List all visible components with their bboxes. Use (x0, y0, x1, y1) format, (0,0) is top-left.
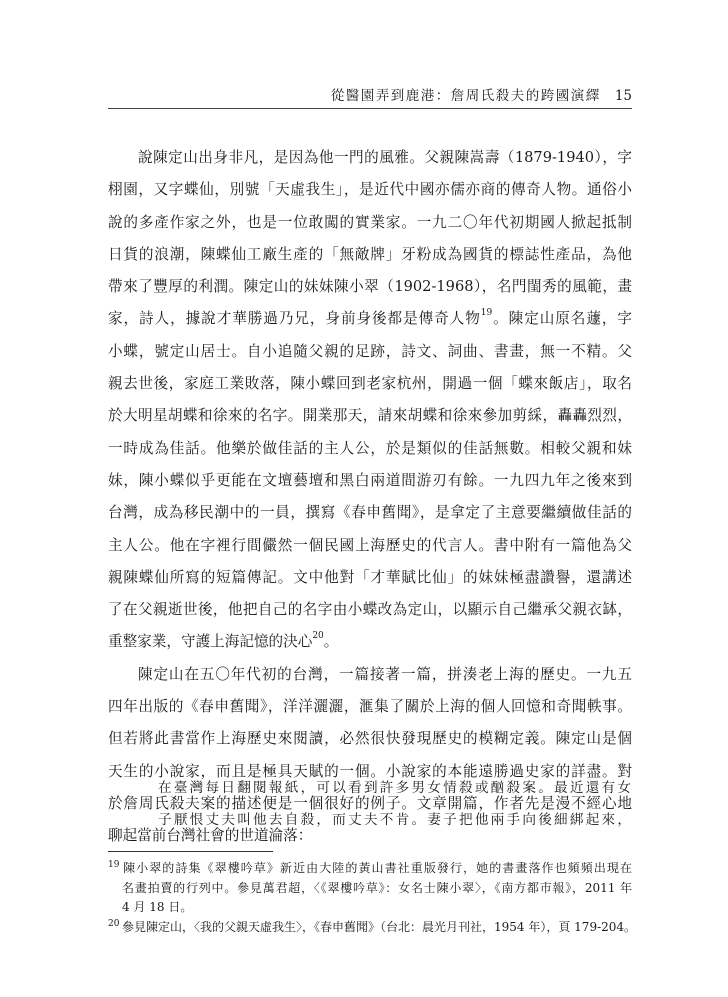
text-line (108, 626, 632, 658)
text-line: 四年出版的《春申舊聞》，洋洋灑灑，滙集了關於上海的個人回憶和奇聞軼事。 (108, 698, 632, 716)
text-line: 說陳定山出身非凡，是因為他一門的風雅。父親陳嵩壽（1879-1940），字 (138, 149, 632, 166)
footnote-text: 4 月 18 日。 (122, 900, 193, 914)
text-line: 台灣，成為移民潮中的一員，撰寫《春申舊聞》，是拿定了主意要繼續做佳話的 (108, 504, 632, 522)
text-line: 說的多產作家之外，也是一位敢闖的實業家。一九二〇年代初期國人掀起抵制 (108, 213, 632, 231)
text-span: 家，詩人，據說才華勝過乃兄，身前身後都是傳奇人物 (108, 310, 481, 328)
running-title: 從醫園弄到鹿港：詹周氏殺夫的跨國演繹 (330, 88, 601, 104)
text-line: 親陳蝶仙所寫的短篇傳記。文中他對「才華賦比仙」的妹妹極盡讚譽，還講述 (108, 568, 632, 586)
footnote-19 (108, 859, 632, 879)
footnote-text: 參見陳定山，〈我的父親天虛我生〉，《春申舊聞》（台北：晨光月刊社，1954 年），頁 179-204。 (122, 919, 637, 934)
text-line: 了在父親逝世後，他把自己的名字由小蝶改為定山，以顯示自己繼承父親衣缽， (108, 601, 632, 619)
page-number: 15 (614, 88, 632, 104)
text-line: 於大明星胡蝶和徐來的名字。開業那天，請來胡蝶和徐來參加剪綵，轟轟烈烈， (108, 407, 632, 425)
footnote-text: 陳小翠的詩集《翠樓吟草》新近由大陸的黃山書社重版發行，她的書畫落作也頻頻出現在 (122, 861, 632, 875)
footnote-rule (108, 851, 273, 852)
text-line: 帶來了豐厚的利潤。陳定山的妹妹陳小翠（1902-1968），名門閨秀的風範，畫 (108, 278, 632, 296)
text-line: 主人公。他在字裡行間儼然一個民國上海歷史的代言人。書中附有一篇他為父 (108, 536, 632, 554)
running-header (0, 84, 632, 104)
quote-line: 子厭恨丈夫叫他去自殺，而丈夫不肯。妻子把他兩手向後細綁起來， (158, 812, 632, 828)
text-span: 。陳定山原名蘧，字 (492, 310, 632, 328)
text-line: 陳定山在五〇年代初的台灣，一篇接著一篇，拼湊老上海的歷史。一九五 (138, 665, 632, 683)
text-line: 栩園，又字蝶仙，別號「天虛我生」，是近代中國亦儒亦商的傳奇人物。通俗小 (108, 181, 632, 199)
text-line: 聊起當前台灣社會的世道淪落： (108, 827, 313, 845)
text-line: 親去世後，家庭工業敗落，陳小蝶回到老家杭州，開過一個「蝶來飯店」，取名 (108, 375, 632, 393)
text-line: 小蝶，號定山居士。自小追隨父親的足跡，詩文、詞曲、書畫，無一不精。父 (108, 342, 632, 360)
footnote-ref-20: 20 (312, 630, 324, 641)
text-line: 但若將此書當作上海歷史來閱讀，必然很快發現歷史的模糊定義。陳定山是個 (108, 730, 632, 748)
text-span: 。 (323, 633, 339, 651)
main-text (108, 142, 632, 853)
text-line: 天生的小說家，而且是極具天賦的一個。小說家的本能遠勝過史家的詳盡。對 (108, 762, 632, 780)
header-rule (108, 108, 632, 109)
text-line (108, 303, 632, 335)
text-span: 重整家業，守護上海記憶的決心 (108, 633, 313, 651)
footnote-number: 19 (108, 860, 120, 870)
quote-line: 在臺灣每日翻閱報紙，可以看到許多男女情殺或酗殺案。最近還有女 (158, 780, 632, 796)
footnote-20 (108, 918, 637, 938)
text-line: 於詹周氏殺夫案的描述便是一個很好的例子。文章開篇，作者先是漫不經心地 (108, 794, 632, 812)
footnote-number: 20 (108, 918, 120, 929)
text-line: 妹，陳小蝶似乎更能在文壇藝壇和黑白兩道間游刃有餘。一九四九年之後來到 (108, 471, 632, 489)
text-line: 一時成為佳話。他樂於做佳話的主人公，於是類似的佳話無數。相較父親和妹 (108, 439, 632, 457)
text-line: 日貨的浪潮，陳蝶仙工廠生產的「無敵牌」牙粉成為國貨的標誌性產品，為他 (108, 245, 632, 263)
block-quote (158, 772, 632, 836)
footnotes (108, 859, 637, 937)
footnote-text: 名畫拍賣的行列中。參見萬君超，〈《翠樓吟草》：女名士陳小翠〉，《南方都市報》，2011 年 (122, 880, 632, 895)
footnote-ref-19: 19 (480, 307, 493, 318)
